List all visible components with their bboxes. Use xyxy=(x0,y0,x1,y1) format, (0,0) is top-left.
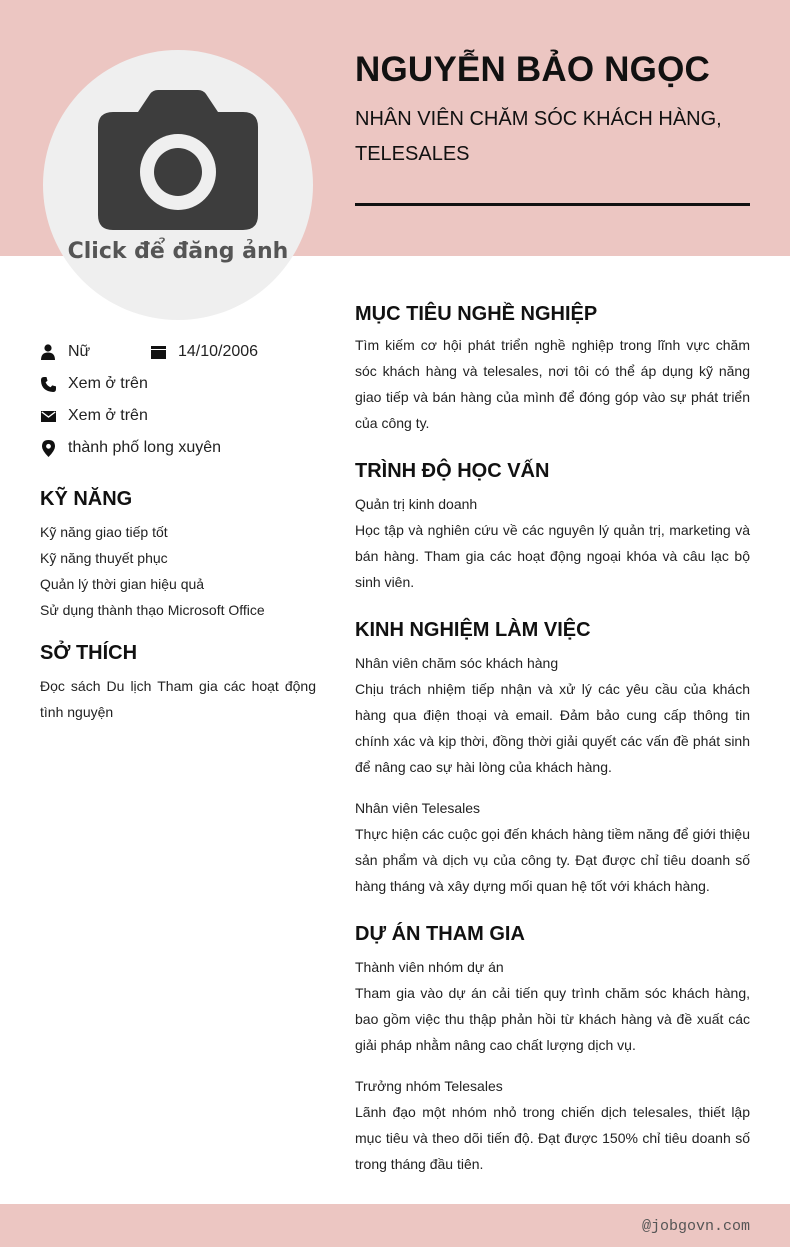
candidate-position: NHÂN VIÊN CHĂM SÓC KHÁCH HÀNG, TELESALES xyxy=(355,108,722,165)
gender-value: Nữ xyxy=(68,343,91,360)
skills-list xyxy=(40,519,316,623)
user-icon xyxy=(40,344,56,360)
education-title: TRÌNH ĐỘ HỌC VẤN xyxy=(355,460,550,482)
header-divider xyxy=(355,203,750,206)
hobbies-title: SỞ THÍCH xyxy=(40,642,138,664)
experience-title: KINH NGHIỆM LÀM VIỆC xyxy=(355,619,591,641)
skills-title: KỸ NĂNG xyxy=(40,488,133,510)
phone-icon xyxy=(40,376,56,392)
skill-item: Kỹ năng thuyết phục xyxy=(40,550,168,566)
calendar-icon xyxy=(150,344,166,360)
projects-title: DỰ ÁN THAM GIA xyxy=(355,923,525,945)
phone-value: Xem ở trên xyxy=(68,375,148,392)
experience-role: Nhân viên Telesales xyxy=(355,800,481,816)
location-pin-icon xyxy=(40,440,56,456)
objective-title: MỤC TIÊU NGHỀ NGHIỆP xyxy=(355,303,598,325)
mail-icon xyxy=(40,408,56,424)
camera-icon xyxy=(98,90,258,230)
info-birthdate xyxy=(150,343,258,361)
avatar-upload[interactable] xyxy=(43,50,313,320)
address-value: thành phố long xuyên xyxy=(68,439,222,456)
experience-role: Nhân viên chăm sóc khách hàng xyxy=(355,655,559,671)
education-major: Quản trị kinh doanh xyxy=(355,496,478,512)
project-text: Tham gia vào dự án cải tiến quy trình chăm sóc khách hàng, bao gồm việc thu thập phản hồi từ khách hàng và đề xuất các giải pháp nhằm nâng cao chất lượng dịch vụ. xyxy=(355,985,750,1053)
skill-item: Kỹ năng giao tiếp tốt xyxy=(40,524,168,540)
info-address xyxy=(40,439,221,457)
info-gender xyxy=(40,343,90,361)
candidate-name: NGUYỄN BẢO NGỌC xyxy=(355,50,710,89)
birthdate-value: 14/10/2006 xyxy=(178,343,259,360)
project-role: Thành viên nhóm dự án xyxy=(355,959,504,975)
project-role: Trưởng nhóm Telesales xyxy=(355,1078,503,1094)
education-text: Học tập và nghiên cứu về các nguyên lý quản trị, marketing và bán hàng. Tham gia các hoạt động ngoại khóa và câu lạc bộ sinh viên. xyxy=(355,522,750,590)
avatar-caption: Click để đăng ảnh xyxy=(67,239,289,264)
experience-text: Chịu trách nhiệm tiếp nhận và xử lý các yêu cầu của khách hàng qua điện thoại và email. Đảm bảo cung cấp thông tin chính xác và kịp thời, đồng thời giải quyết các vấn đề phát sinh để nâng cao sự hài lòng của khách hàng. xyxy=(355,681,750,775)
skill-item: Quản lý thời gian hiệu quả xyxy=(40,576,205,592)
project-text: Lãnh đạo một nhóm nhỏ trong chiến dịch telesales, thiết lập mục tiêu và theo dõi tiến độ. Đạt được 150% chỉ tiêu doanh số trong tháng đầu tiên. xyxy=(355,1104,750,1172)
footer-brand: @jobgovn.com xyxy=(641,1218,750,1235)
info-email xyxy=(40,407,148,425)
hobbies-text: Đọc sách Du lịch Tham gia các hoạt động tình nguyện xyxy=(40,678,316,720)
skill-item: Sử dụng thành thạo Microsoft Office xyxy=(40,602,265,618)
email-value: Xem ở trên xyxy=(68,407,148,424)
experience-text: Thực hiện các cuộc gọi đến khách hàng tiềm năng để giới thiệu sản phẩm và dịch vụ của công ty. Đạt được chỉ tiêu doanh số hàng tháng và xây dựng mối quan hệ tốt với khách hàng. xyxy=(355,826,750,894)
info-phone xyxy=(40,375,148,393)
objective-text: Tìm kiếm cơ hội phát triển nghề nghiệp trong lĩnh vực chăm sóc khách hàng và telesales, nơi tôi có thể áp dụng kỹ năng giao tiếp và bán hàng của mình để đóng góp vào sự phát triển của công ty. xyxy=(355,337,750,431)
